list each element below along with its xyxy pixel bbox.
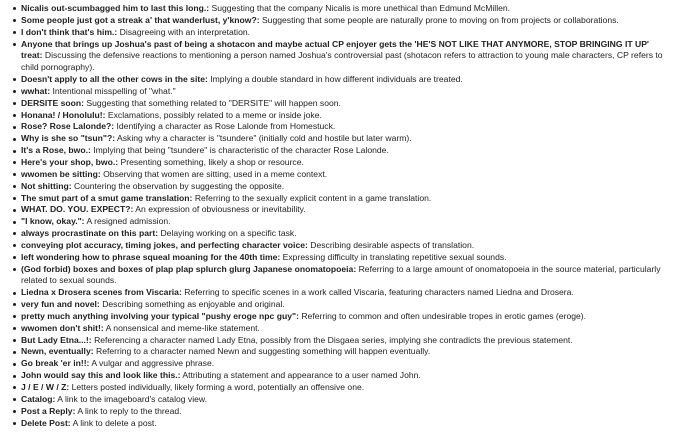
list-item — [13, 121, 672, 133]
entry-term: Catalog: — [21, 393, 56, 404]
list-item — [13, 335, 672, 347]
entry-term: (God forbid) boxes and boxes of plap plap splurch glurg Japanese onomatopoeia: — [21, 263, 357, 274]
list-item — [13, 86, 672, 98]
entry-description: Referring to common and often undesirable tropes in erotic games (eroge). — [301, 310, 587, 321]
list-item — [13, 264, 672, 288]
entry-description: Referring to the sexually explicit content in a game translation. — [194, 192, 432, 203]
list-item — [13, 145, 672, 157]
entry-term: Not shitting: — [21, 180, 72, 191]
list-item — [13, 346, 672, 358]
entry-term: Go break 'er in!!: — [21, 358, 90, 369]
list-item — [13, 193, 672, 205]
entry-term: Honana! / Honolulu!: — [21, 109, 106, 120]
entry-description: Countering the observation by suggesting the opposite. — [73, 180, 285, 191]
entry-description: Asking why a character is "tsundere" (initially cold and hostile but later warm). — [117, 133, 412, 144]
entry-description: Disagreeing with an interpretation. — [119, 26, 251, 37]
list-item — [13, 157, 672, 169]
entry-term: The smut part of a smut game translation: — [21, 192, 193, 203]
list-item — [13, 39, 672, 75]
entry-term: wwomen be sitting: — [21, 168, 101, 179]
list-item — [13, 287, 672, 299]
entry-term: conveying plot accuracy, timing jokes, and perfecting character voice: — [21, 239, 308, 250]
list-item — [13, 204, 672, 216]
entry-term: very fun and novel: — [21, 299, 100, 310]
entry-description: Implying that being "tsundere" is characteristic of the character Rose Lalonde. — [93, 145, 389, 156]
entry-description: Referring to specific scenes in a work called Viscaria, featuring characters named Liedna and Drosera. — [184, 287, 574, 298]
entry-term: Nicalis out-scumbagged him to last this long.: — [21, 3, 210, 13]
entry-description: Suggesting that something related to "DERSITE" will happen soon. — [86, 97, 341, 108]
entry-description: Referring to a large amount of onomatopoeia in the source material, particularly related to sexual sounds. — [21, 263, 661, 286]
entry-description: A nonsensical and meme-like statement. — [105, 322, 260, 333]
entry-term: Some people just got a streak a' that wanderlust, y'know?: — [21, 14, 260, 25]
list-item — [13, 406, 672, 418]
entry-description: A resigned admission. — [86, 216, 171, 227]
list-item — [13, 110, 672, 122]
entry-term: Here's your shop, bwo.: — [21, 156, 119, 167]
entry-term: Why is she so "tsun"?: — [21, 133, 116, 144]
entry-term: Newn, eventually: — [21, 346, 94, 357]
entry-description: Intentional misspelling of "what." — [52, 85, 176, 96]
entry-term: wwhat: — [21, 85, 51, 96]
entry-description: Expressing difficulty in translating repetitive sexual sounds. — [282, 251, 507, 262]
entry-description: An expression of obviousness or inevitability. — [135, 204, 306, 215]
entry-term: Delete Post: — [21, 417, 71, 428]
entry-description: Letters posted individually, likely forming a word, potentially an offensive one. — [71, 382, 365, 392]
entry-description: Suggesting that some people are naturally prone to moving on from projects or collaborations. — [261, 14, 619, 25]
entry-term: John would say this and look like this.: — [21, 370, 181, 381]
entry-term: I don't think that's him.: — [21, 26, 118, 37]
list-item — [13, 216, 672, 228]
entry-description: Delaying working on a specific task. — [160, 228, 297, 239]
list-item — [13, 311, 672, 323]
list-item — [13, 133, 672, 145]
entry-term: J / E / W / Z: — [21, 382, 70, 392]
list-item — [13, 382, 672, 394]
entry-term: left wondering how to phrase squeal moaning for the 40th time: — [21, 251, 281, 262]
list-item — [13, 240, 672, 252]
entry-term: Post a Reply: — [21, 405, 76, 416]
entry-term: But Lady Etna...!: — [21, 334, 92, 345]
entry-term: pretty much anything involving your typical "pushy eroge npc guy": — [21, 310, 299, 321]
list-item — [13, 252, 672, 264]
entry-term: always procrastinate on this part: — [21, 228, 159, 239]
entry-term: Doesn't apply to all the other cows in the site: — [21, 74, 208, 85]
entry-term: It's a Rose, bwo.: — [21, 145, 91, 156]
list-item — [13, 15, 672, 27]
entry-term: WHAT. DO. YOU. EXPECT?: — [21, 204, 134, 215]
list-item — [13, 181, 672, 193]
list-item — [13, 394, 672, 406]
entry-description: A vulgar and aggressive phrase. — [91, 358, 215, 369]
entry-description: Exclamations, possibly related to a meme or inside joke. — [107, 109, 322, 120]
list-item — [13, 74, 672, 86]
list-item — [13, 228, 672, 240]
entry-description: Identifying a character as Rose Lalonde from Homestuck. — [116, 121, 336, 132]
entry-description: Describing desirable aspects of translation. — [310, 239, 475, 250]
list-item — [13, 299, 672, 311]
entry-description: Suggesting that the company Nicalis is more unethical than Edmund McMillen. — [211, 3, 511, 13]
entry-description: Attributing a statement and appearance to a user named John. — [182, 370, 421, 381]
entry-description: Describing something as enjoyable and original. — [102, 299, 285, 310]
entry-term: wwomen don't shit!: — [21, 322, 104, 333]
entry-term: Anyone that brings up Joshua's past of being a shotacon and maybe actual CP enjoyer gets the 'HE'S NOT LIKE THAT ANYMORE, STOP BRINGING IT UP' treat: — [21, 38, 649, 61]
entry-description: Observing that women are sitting, used in a meme context. — [103, 168, 328, 179]
entry-description: Presenting something, likely a shop or resource. — [120, 156, 304, 167]
entry-term: Liedna x Drosera scenes from Viscaria: — [21, 287, 182, 298]
entry-description: A link to the imageboard's catalog view. — [57, 393, 208, 404]
list-item — [13, 3, 672, 15]
entry-description: A link to delete a post. — [72, 417, 157, 428]
list-item — [13, 370, 672, 382]
list-item — [13, 323, 672, 335]
list-item — [13, 418, 672, 430]
list-item — [13, 27, 672, 39]
entry-term: "I know, okay.": — [21, 216, 85, 227]
list-item — [13, 169, 672, 181]
entry-term: DERSITE soon: — [21, 97, 85, 108]
entry-description: Referring to a character named Newn and suggesting something will happen eventually. — [95, 346, 431, 357]
entry-term: Rose? Rose Lalonde?: — [21, 121, 115, 132]
entry-description: Implying a double standard in how different individuals are treated. — [210, 74, 463, 85]
list-item — [13, 98, 672, 110]
list-item — [13, 358, 672, 370]
entry-description: Discussing the defensive reactions to mentioning a person named Joshua's controversial past (shotacon refers to attraction to young male characters, CP refers to child pornography). — [21, 50, 663, 73]
entry-description: Referencing a character named Lady Etna, possibly from the Disgaea series, implying she contradicts the previous statement. — [94, 334, 573, 345]
entry-description: A link to reply to the thread. — [77, 405, 182, 416]
